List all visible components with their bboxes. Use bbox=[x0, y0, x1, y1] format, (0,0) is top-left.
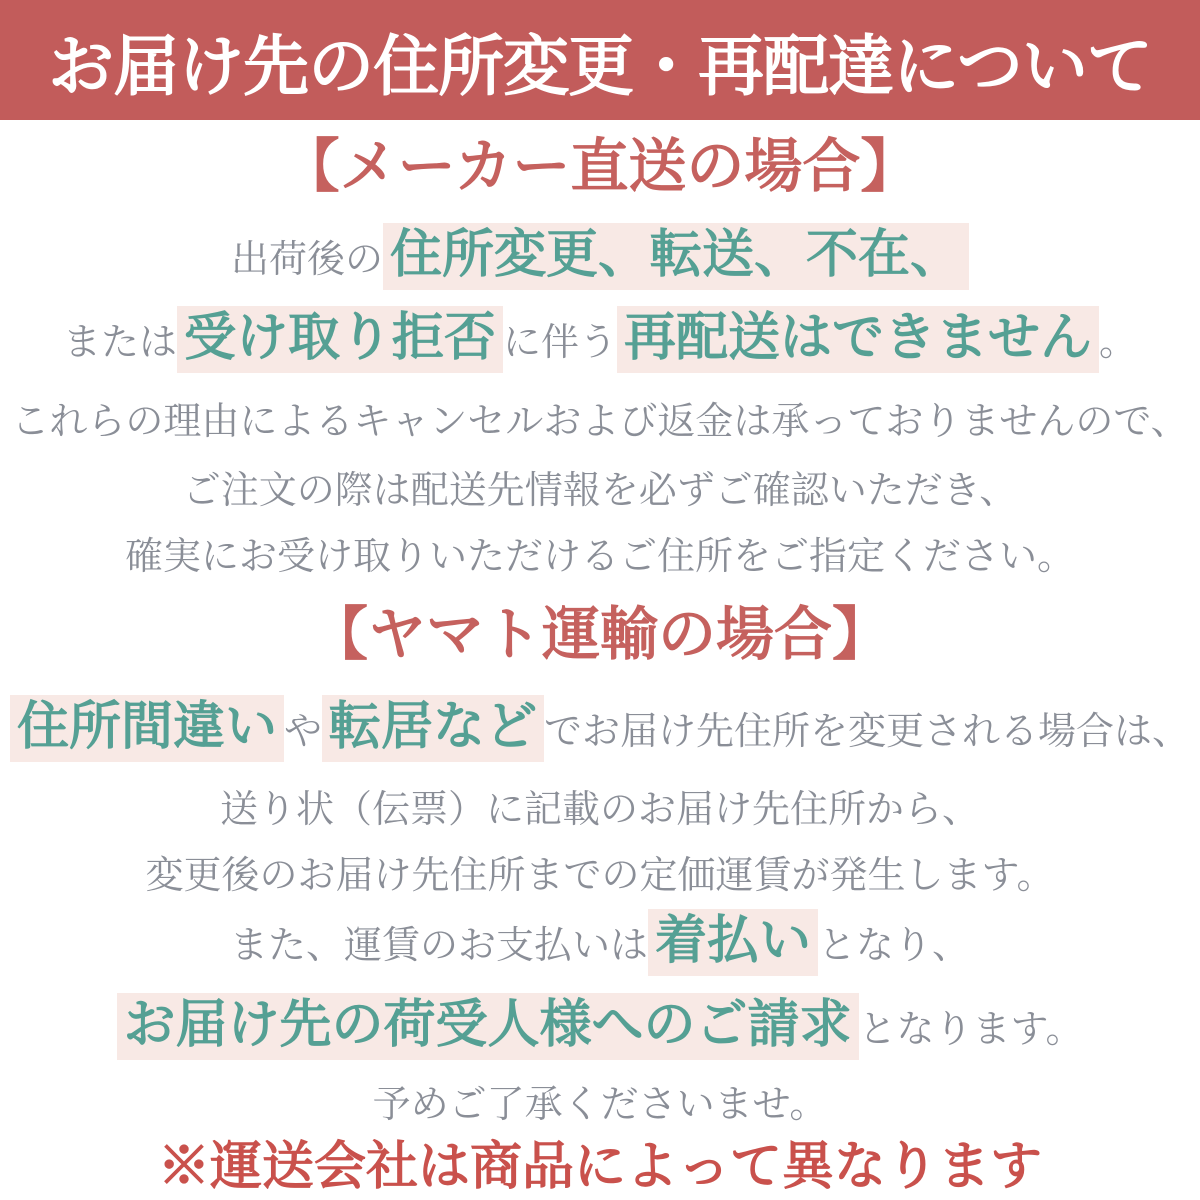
maker-line-1 bbox=[0, 222, 1200, 290]
highlighted-text: お届け先の荷受人様へのご請求 bbox=[117, 993, 859, 1060]
banner bbox=[0, 0, 1200, 120]
yamato-section-heading: 【ヤマト運輸の場合】 bbox=[309, 602, 890, 667]
maker-line-2 bbox=[0, 305, 1200, 373]
yamato-line-1 bbox=[0, 694, 1200, 762]
text-segment: でお届け先住所を変更される場合は、 bbox=[544, 711, 1191, 753]
text-segment: 。 bbox=[1099, 322, 1138, 364]
yamato-line-6: 予めご了承くださいませ。 bbox=[372, 1084, 828, 1126]
maker-paragraph-3: 確実にお受け取りいただけるご住所をご指定ください。 bbox=[124, 536, 1075, 578]
maker-section-heading: 【メーカー直送の場合】 bbox=[281, 134, 919, 199]
highlighted-text: 転居など bbox=[322, 695, 544, 762]
yamato-line-4 bbox=[0, 908, 1200, 976]
highlighted-text: 着払い bbox=[648, 909, 818, 976]
text-segment: 出荷後の bbox=[230, 239, 383, 281]
yamato-line-3: 変更後のお届け先住所までの定価運賃が発生します。 bbox=[145, 855, 1055, 897]
highlighted-text: 住所変更、転送、不在、 bbox=[383, 223, 969, 290]
highlighted-text: 再配送はできません bbox=[617, 306, 1099, 373]
maker-paragraph-2: ご注文の際は配送先情報を必ずご確認いただき、 bbox=[182, 470, 1018, 512]
text-segment: や bbox=[283, 711, 322, 753]
highlighted-text: 住所間違い bbox=[10, 695, 284, 762]
carrier-note: ※運送会社は商品によって異なります bbox=[157, 1138, 1042, 1196]
text-segment: また、運賃のお支払いは bbox=[229, 925, 648, 967]
page-title: お届け先の住所変更・再配達について bbox=[48, 28, 1152, 103]
text-segment: となり、 bbox=[818, 925, 971, 967]
highlighted-text: 受け取り拒否 bbox=[177, 306, 503, 373]
text-segment: に伴う bbox=[502, 322, 617, 364]
yamato-line-5 bbox=[0, 992, 1200, 1060]
text-segment: となります。 bbox=[858, 1009, 1084, 1051]
yamato-line-2: 送り状（伝票）に記載のお届け先住所から、 bbox=[219, 789, 980, 831]
text-segment: または bbox=[62, 322, 177, 364]
maker-paragraph-1: これらの理由によるキャンセルおよび返金は承っておりませんので、 bbox=[11, 401, 1189, 443]
